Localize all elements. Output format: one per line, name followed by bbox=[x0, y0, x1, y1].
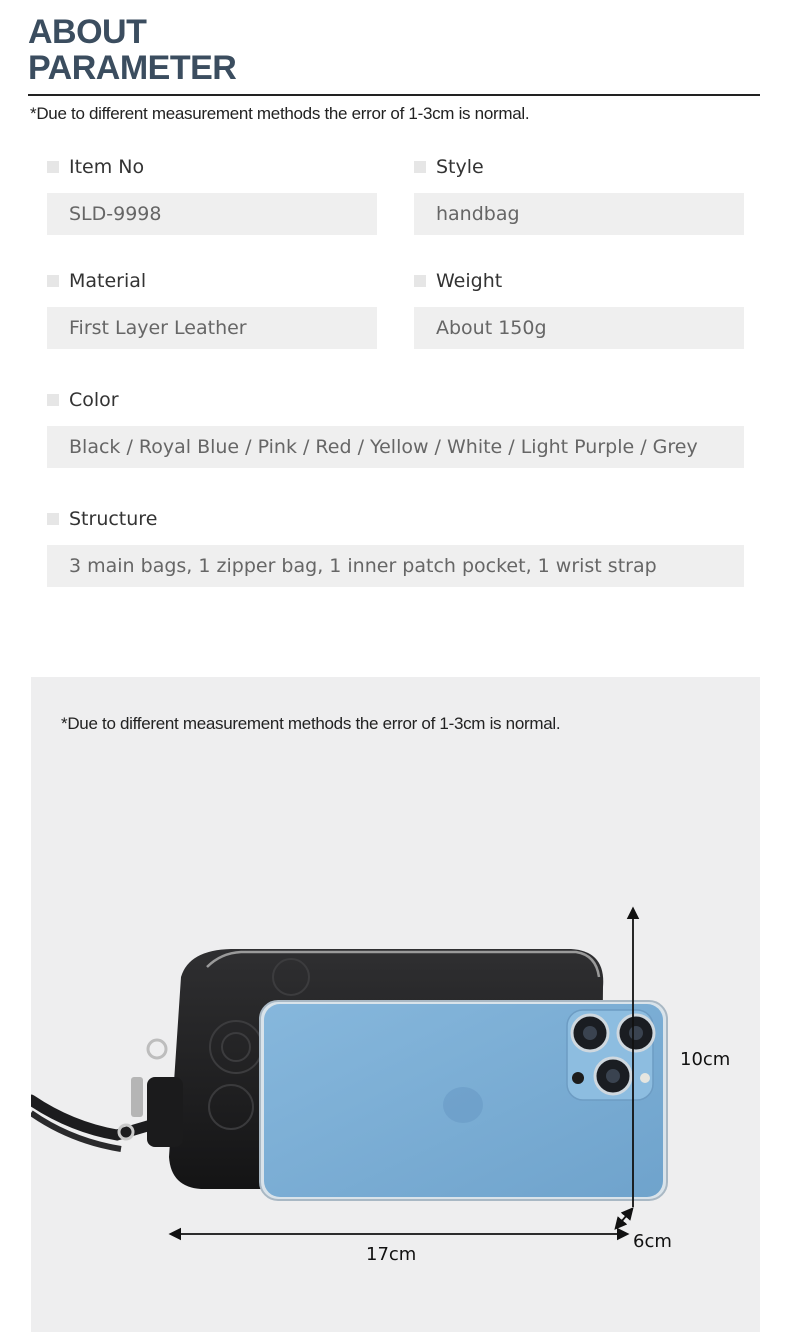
length-label: 17cm bbox=[366, 1244, 417, 1265]
weight-value: About 150g bbox=[414, 307, 744, 349]
color-label-text: Color bbox=[69, 389, 119, 411]
depth-arrow bbox=[616, 1209, 632, 1228]
material-label-text: Material bbox=[69, 270, 147, 292]
measurement-panel bbox=[31, 677, 760, 1332]
item-no-value: SLD-9998 bbox=[47, 193, 377, 235]
wrist-strap bbox=[31, 1040, 166, 1149]
item-no-label-text: Item No bbox=[69, 156, 145, 178]
title-divider bbox=[28, 94, 760, 96]
bullet-icon bbox=[414, 275, 426, 287]
panel-note: *Due to different measurement methods the error of 1-3cm is normal. bbox=[61, 714, 561, 733]
style-label-text: Style bbox=[436, 156, 484, 178]
color-label bbox=[47, 389, 119, 411]
bullet-icon bbox=[47, 161, 59, 173]
phone bbox=[260, 1001, 667, 1200]
bullet-icon bbox=[47, 275, 59, 287]
depth-label: 6cm bbox=[633, 1231, 672, 1252]
bullet-icon bbox=[47, 394, 59, 406]
bullet-icon bbox=[47, 513, 59, 525]
measurement-note: *Due to different measurement methods the error of 1-3cm is normal. bbox=[30, 104, 530, 123]
height-label: 10cm bbox=[680, 1049, 731, 1070]
weight-label bbox=[414, 270, 502, 292]
bullet-icon bbox=[414, 161, 426, 173]
weight-label-text: Weight bbox=[436, 270, 503, 292]
material-label bbox=[47, 270, 146, 292]
structure-label-text: Structure bbox=[69, 508, 158, 530]
item-no-label bbox=[47, 156, 144, 178]
structure-label bbox=[47, 508, 157, 530]
style-value: handbag bbox=[414, 193, 744, 235]
color-value: Black / Royal Blue / Pink / Red / Yellow / White / Light Purple / Grey bbox=[47, 426, 744, 468]
material-value: First Layer Leather bbox=[47, 307, 377, 349]
title-line-2: PARAMETER bbox=[28, 49, 237, 87]
title-line-1: ABOUT bbox=[28, 13, 147, 51]
style-label bbox=[414, 156, 484, 178]
page-title bbox=[28, 14, 236, 86]
structure-value: 3 main bags, 1 zipper bag, 1 inner patch pocket, 1 wrist strap bbox=[47, 545, 744, 587]
